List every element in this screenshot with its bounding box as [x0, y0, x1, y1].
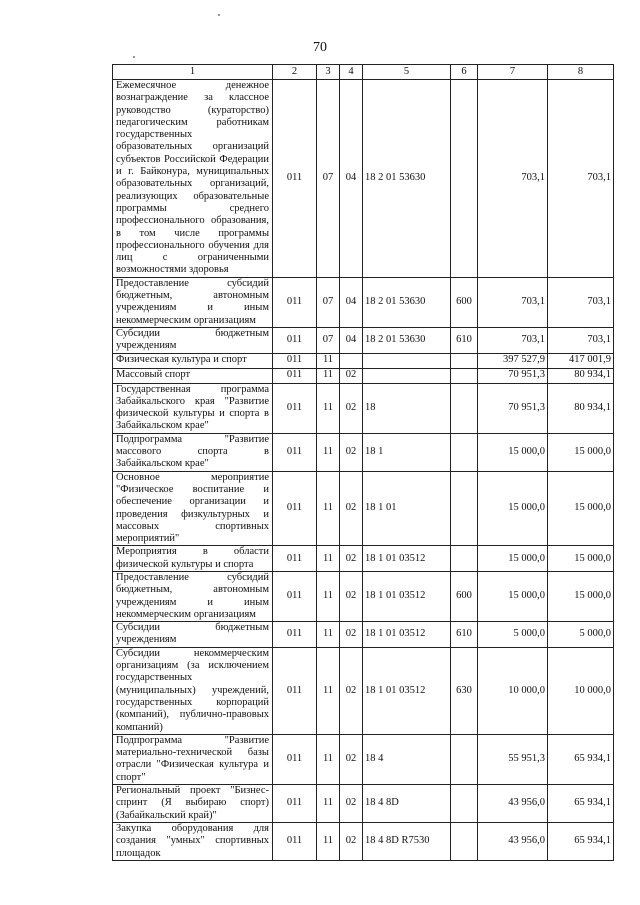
cell-amount-year-2: 15 000,0: [548, 471, 614, 546]
cell-target-article: 18 1 01 03512: [363, 622, 451, 648]
cell-expense-type: 600: [451, 571, 478, 621]
cell-amount-year-1: 70 951,3: [478, 368, 548, 383]
cell-amount-year-1: 43 956,0: [478, 822, 548, 860]
cell-expense-type: [451, 433, 478, 471]
cell-amount-year-1: 15 000,0: [478, 471, 548, 546]
cell-name: Субсидии некоммерческим организациям (за исключением государственных (муниципальных) учреждений, государственных корпораций (компаний), публично-правовых компаний): [113, 647, 273, 734]
cell-target-article: 18 1: [363, 433, 451, 471]
cell-subsection: 02: [340, 433, 363, 471]
cell-amount-year-1: 70 951,3: [478, 383, 548, 433]
cell-name: Массовый спорт: [113, 368, 273, 383]
cell-admin-code: 011: [273, 822, 317, 860]
cell-admin-code: 011: [273, 277, 317, 327]
cell-expense-type: 600: [451, 277, 478, 327]
cell-target-article: 18 1 01 03512: [363, 571, 451, 621]
column-header: 6: [451, 65, 478, 80]
cell-name: Региональный проект "Бизнес-спринт (Я выбираю спорт) (Забайкальский край)": [113, 785, 273, 823]
cell-name: Предоставление субсидий бюджетным, автономным учреждениям и иным некоммерческим организациям: [113, 571, 273, 621]
cell-admin-code: 011: [273, 571, 317, 621]
cell-amount-year-1: 5 000,0: [478, 622, 548, 648]
cell-target-article: [363, 368, 451, 383]
cell-target-article: [363, 353, 451, 368]
cell-subsection: 04: [340, 277, 363, 327]
cell-expense-type: [451, 822, 478, 860]
cell-target-article: 18: [363, 383, 451, 433]
cell-expense-type: [451, 546, 478, 572]
cell-name: Физическая культура и спорт: [113, 353, 273, 368]
cell-name: Предоставление субсидий бюджетным, автономным учреждениям и иным некоммерческим организациям: [113, 277, 273, 327]
table-row: [113, 383, 614, 433]
cell-name: Государственная программа Забайкальского края "Развитие физической культуры и спорта в Забайкальском крае": [113, 383, 273, 433]
cell-amount-year-2: 703,1: [548, 277, 614, 327]
cell-expense-type: [451, 734, 478, 784]
cell-name: Ежемесячное денежное вознаграждение за классное руководство (кураторство) педагогическим работникам государственных образовательных организаций субъектов Российской Федерации и г. Байконура, муниципальных образовательных организаций, реализующих образовательные программы среднего профессионального образования, в том числе программы профессионального обучения для лиц с ограниченными возможностями здоровья: [113, 80, 273, 278]
column-header: 7: [478, 65, 548, 80]
cell-section: 11: [317, 368, 340, 383]
table-body: [113, 80, 614, 861]
budget-table: [112, 64, 614, 861]
cell-amount-year-1: 703,1: [478, 327, 548, 353]
column-header: 1: [113, 65, 273, 80]
cell-target-article: 18 2 01 53630: [363, 327, 451, 353]
cell-subsection: 02: [340, 622, 363, 648]
cell-target-article: 18 4: [363, 734, 451, 784]
cell-subsection: 02: [340, 734, 363, 784]
table-row: [113, 622, 614, 648]
table-header: [113, 65, 614, 80]
cell-target-article: 18 1 01 03512: [363, 546, 451, 572]
cell-amount-year-1: 15 000,0: [478, 546, 548, 572]
table-row: [113, 471, 614, 546]
cell-section: 11: [317, 383, 340, 433]
table-row: [113, 785, 614, 823]
table-row: [113, 822, 614, 860]
cell-admin-code: 011: [273, 327, 317, 353]
cell-admin-code: 011: [273, 785, 317, 823]
cell-section: 11: [317, 571, 340, 621]
cell-amount-year-2: 65 934,1: [548, 785, 614, 823]
cell-admin-code: 011: [273, 433, 317, 471]
cell-amount-year-2: 80 934,1: [548, 368, 614, 383]
cell-name: Основное мероприятие "Физическое воспитание и обеспечение организации и проведения физкультурных и массовых спортивных мероприятий": [113, 471, 273, 546]
cell-name: Подпрограмма "Развитие массового спорта в Забайкальском крае": [113, 433, 273, 471]
cell-admin-code: 011: [273, 353, 317, 368]
cell-amount-year-1: 703,1: [478, 80, 548, 278]
cell-target-article: 18 4 8D: [363, 785, 451, 823]
table-row: [113, 80, 614, 278]
cell-admin-code: 011: [273, 383, 317, 433]
cell-amount-year-2: 15 000,0: [548, 433, 614, 471]
cell-amount-year-2: 15 000,0: [548, 571, 614, 621]
scan-speck: [133, 56, 135, 58]
table-row: [113, 277, 614, 327]
column-header: 5: [363, 65, 451, 80]
cell-amount-year-2: 10 000,0: [548, 647, 614, 734]
cell-amount-year-2: 703,1: [548, 80, 614, 278]
cell-section: 07: [317, 80, 340, 278]
column-header: 4: [340, 65, 363, 80]
cell-admin-code: 011: [273, 471, 317, 546]
cell-amount-year-1: 15 000,0: [478, 433, 548, 471]
cell-subsection: 04: [340, 80, 363, 278]
table-row: [113, 353, 614, 368]
cell-subsection: 02: [340, 383, 363, 433]
page-number: 70: [313, 40, 327, 55]
cell-admin-code: 011: [273, 80, 317, 278]
cell-amount-year-2: 417 001,9: [548, 353, 614, 368]
cell-name: Субсидии бюджетным учреждениям: [113, 327, 273, 353]
cell-target-article: 18 1 01 03512: [363, 647, 451, 734]
cell-expense-type: 610: [451, 622, 478, 648]
cell-admin-code: 011: [273, 622, 317, 648]
table-row: [113, 433, 614, 471]
table-row: [113, 734, 614, 784]
cell-section: 11: [317, 647, 340, 734]
cell-subsection: 04: [340, 327, 363, 353]
cell-amount-year-1: 703,1: [478, 277, 548, 327]
cell-expense-type: 630: [451, 647, 478, 734]
cell-amount-year-2: 65 934,1: [548, 734, 614, 784]
cell-subsection: 02: [340, 546, 363, 572]
table-row: [113, 368, 614, 383]
cell-amount-year-2: 703,1: [548, 327, 614, 353]
cell-admin-code: 011: [273, 734, 317, 784]
cell-name: Мероприятия в области физической культуры и спорта: [113, 546, 273, 572]
cell-amount-year-2: 5 000,0: [548, 622, 614, 648]
cell-admin-code: 011: [273, 647, 317, 734]
table-row: [113, 546, 614, 572]
cell-target-article: 18 4 8D R7530: [363, 822, 451, 860]
cell-amount-year-2: 80 934,1: [548, 383, 614, 433]
cell-section: 11: [317, 734, 340, 784]
cell-expense-type: [451, 368, 478, 383]
cell-section: 11: [317, 353, 340, 368]
cell-subsection: 02: [340, 571, 363, 621]
cell-subsection: [340, 353, 363, 368]
cell-subsection: 02: [340, 785, 363, 823]
cell-amount-year-2: 65 934,1: [548, 822, 614, 860]
cell-section: 11: [317, 546, 340, 572]
scan-speck: [218, 14, 220, 16]
cell-section: 07: [317, 277, 340, 327]
cell-section: 11: [317, 433, 340, 471]
cell-amount-year-1: 397 527,9: [478, 353, 548, 368]
cell-subsection: 02: [340, 368, 363, 383]
cell-expense-type: [451, 383, 478, 433]
cell-subsection: 02: [340, 647, 363, 734]
cell-name: Субсидии бюджетным учреждениям: [113, 622, 273, 648]
table-row: [113, 647, 614, 734]
table-row: [113, 571, 614, 621]
cell-section: 11: [317, 471, 340, 546]
cell-subsection: 02: [340, 822, 363, 860]
cell-expense-type: [451, 80, 478, 278]
cell-amount-year-1: 15 000,0: [478, 571, 548, 621]
table-row: [113, 327, 614, 353]
cell-expense-type: [451, 785, 478, 823]
column-header: 2: [273, 65, 317, 80]
cell-section: 11: [317, 785, 340, 823]
cell-amount-year-1: 10 000,0: [478, 647, 548, 734]
cell-name: Подпрограмма "Развитие материально-технической базы отрасли "Физическая культура и спорт": [113, 734, 273, 784]
cell-expense-type: [451, 353, 478, 368]
cell-admin-code: 011: [273, 368, 317, 383]
cell-amount-year-2: 15 000,0: [548, 546, 614, 572]
cell-admin-code: 011: [273, 546, 317, 572]
cell-target-article: 18 2 01 53630: [363, 277, 451, 327]
cell-section: 07: [317, 327, 340, 353]
cell-subsection: 02: [340, 471, 363, 546]
cell-expense-type: [451, 471, 478, 546]
cell-amount-year-1: 43 956,0: [478, 785, 548, 823]
cell-section: 11: [317, 622, 340, 648]
column-header: 8: [548, 65, 614, 80]
cell-expense-type: 610: [451, 327, 478, 353]
cell-target-article: 18 2 01 53630: [363, 80, 451, 278]
cell-name: Закупка оборудования для создания "умных" спортивных площадок: [113, 822, 273, 860]
cell-target-article: 18 1 01: [363, 471, 451, 546]
cell-section: 11: [317, 822, 340, 860]
column-header: 3: [317, 65, 340, 80]
cell-amount-year-1: 55 951,3: [478, 734, 548, 784]
